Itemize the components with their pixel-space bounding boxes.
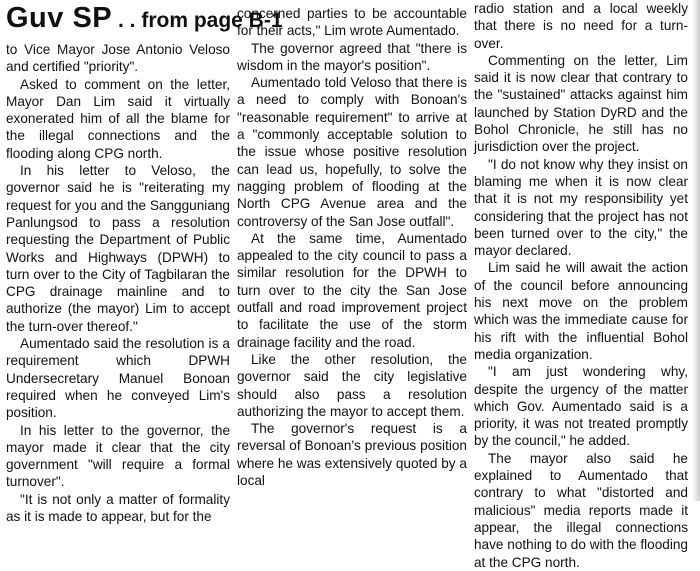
paragraph: "It is not only a matter of formality as it is made to appear, but for the bbox=[6, 491, 230, 525]
paragraph: The governor agreed that "there is wisdom in the mayor's position". bbox=[237, 40, 467, 73]
paragraph: At the same time, Aumentado appealed to the city council to pass a similar resolution for the DPWH to turn over to the city the San Jose outfall and road improvement project to facilitate the use of the storm drainage facility and the road. bbox=[237, 230, 467, 350]
paragraph: Asked to comment on the letter, Mayor Dan Lim said it virtually exonerated him of all the blame for the illegal connections and the flooding along CPG north. bbox=[6, 76, 230, 161]
paragraph: Aumentado told Veloso that there is a need to comply with Bonoan's "reasonable requirement" to arrive at a "commonly acceptable solution to the issue whose positive resolution can lead us, hopefully, to solve the nagging problem of flooding at the North CPG Avenue area and the controversy of the San Jose outfall". bbox=[237, 75, 467, 229]
paragraph: The governor's request is a reversal of Bonoan's previous position where he was extensively quoted by a local bbox=[237, 421, 467, 489]
paragraph: "I do not know why they insist on blaming me when it is now clear that it is not my responsibility yet considering that the project has not been turned over to the city," the mayor declared. bbox=[474, 156, 688, 259]
paragraph: In his letter to Veloso, the governor said he is "reiterating my request for you and the Sangguniang Panlungsod to pass a resolution requesting the Department of Public Works and Highways (DPWH) to turn over to the City of Tagbilaran the CPG drainage mainline and to authorize (the mayor) Lim to accept the turn-over thereof." bbox=[6, 163, 230, 334]
paragraph: Commenting on the letter, Lim said it is now clear that contrary to the "sustained" attacks against him launched by Station DyRD and the Bohol Chronicle, he still has no jurisdiction over the project. bbox=[474, 52, 688, 155]
headline-continuation: . . from page B-1 bbox=[112, 9, 283, 32]
article-column-3 bbox=[474, 0, 688, 570]
paragraph: to Vice Mayor Jose Antonio Veloso and certified "priority". bbox=[6, 42, 230, 75]
paragraph: Lim said he will await the action of the council before announcing his next move on the problem which was the immediate cause for his rift with the influential Bohol media organization. bbox=[474, 260, 688, 362]
headline-title: Guv SP bbox=[6, 2, 113, 34]
article-column-1 bbox=[6, 41, 230, 525]
paragraph: "I am just wondering why, despite the urgency of the matter which Gov. Aumentado said is a priority, it was not treated promptly by the council," he added. bbox=[474, 364, 688, 449]
paragraph: Like the other resolution, the governor said the city legislative should also pass a resolution authorizing the mayor to accept them. bbox=[237, 351, 467, 419]
paragraph: concerned parties to be accountable for their acts," Lim wrote Aumentado. bbox=[237, 6, 467, 39]
page-edge-shadow bbox=[692, 0, 700, 501]
paragraph: Aumentado said the resolution is a requirement which DPWH Undersecretary Manuel Bonoan required when he conveyed Lim's position. bbox=[6, 336, 230, 421]
paragraph: The mayor also said he explained to Aumentado that contrary to what "distorted and malicious" media reports made it appear, the illegal connections have nothing to do with the flooding at the CPG north. bbox=[474, 450, 688, 570]
article-column-2 bbox=[237, 5, 467, 501]
paragraph: In his letter to the governor, the mayor made it clear that the city government "will require a formal turnover". bbox=[6, 422, 230, 490]
paragraph: radio station and a local weekly that there is no need for a turn-over. bbox=[474, 1, 688, 51]
